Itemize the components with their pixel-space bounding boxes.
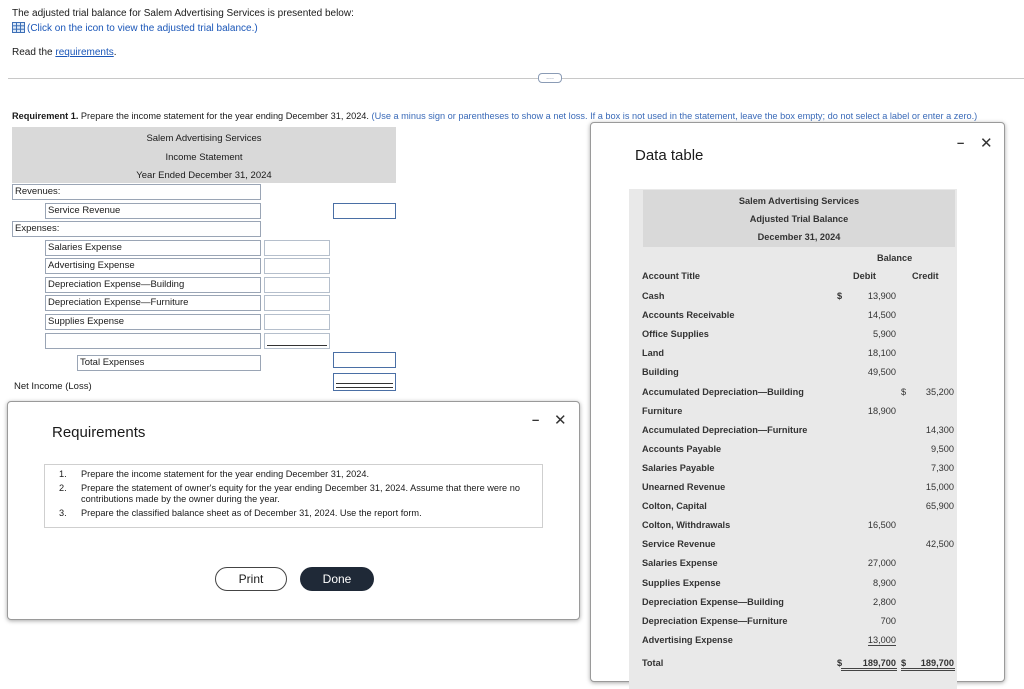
- data-table-dialog: [590, 122, 1005, 682]
- table-row: [591, 614, 1005, 633]
- print-button[interactable]: Print: [215, 567, 287, 591]
- read-requirements: [12, 47, 117, 58]
- table-row: [591, 423, 1005, 442]
- account-cell: Office Supplies: [642, 329, 709, 340]
- expense-amount-input[interactable]: [264, 258, 330, 274]
- net-income-label: Net Income (Loss): [14, 381, 92, 392]
- minimize-icon[interactable]: –: [957, 135, 965, 150]
- requirement-1-instruction: [12, 111, 977, 121]
- table-row: [591, 385, 1005, 404]
- account-cell: Furniture: [642, 405, 683, 416]
- table-row: [591, 576, 1005, 595]
- table-row: [591, 480, 1005, 499]
- table-row: [591, 289, 1005, 308]
- debit-cell: 18,900: [867, 405, 896, 416]
- expense-line-select[interactable]: Supplies Expense: [45, 314, 261, 330]
- debit-cell: 27,000: [867, 558, 896, 569]
- item-text: Prepare the classified balance sheet as of December 31, 2024. Use the report form.: [81, 508, 422, 518]
- item-text: Prepare the statement of owner's equity for the year ending December 31, 2024. Assume that there were no contributions made by the owner during the year.: [81, 483, 520, 504]
- item-number: 1.: [59, 469, 67, 479]
- expense-amount-input[interactable]: [264, 240, 330, 256]
- intro-text: The adjusted trial balance for Salem Advertising Services is presented below:: [12, 8, 354, 19]
- debit-cell: 18,100: [867, 348, 896, 359]
- credit-cell: 42,500: [925, 539, 954, 550]
- section-divider: [8, 78, 1024, 79]
- debit-cell: 49,500: [867, 367, 896, 378]
- total-expenses-amount-input[interactable]: [333, 352, 396, 368]
- account-cell: Salaries Payable: [642, 462, 715, 473]
- requirements-link[interactable]: requirements: [55, 47, 114, 58]
- expense-amount-input[interactable]: [264, 314, 330, 330]
- account-cell: Colton, Capital: [642, 501, 707, 512]
- view-trial-balance-text[interactable]: (Click on the icon to view the adjusted trial balance.): [27, 23, 258, 34]
- table-row: [591, 442, 1005, 461]
- debit-cell: 2,800: [873, 596, 896, 607]
- read-suffix: .: [113, 47, 117, 58]
- credit-cell: 35,200: [925, 386, 954, 397]
- debit-cell: 14,500: [867, 310, 896, 321]
- total-expenses-label: Total Expenses: [77, 355, 261, 371]
- requirement-1-text: Prepare the income statement for the year ending December 31, 2024.: [78, 111, 369, 121]
- account-cell: Depreciation Expense—Furniture: [642, 615, 788, 626]
- item-text: Prepare the income statement for the year ending December 31, 2024.: [81, 469, 370, 479]
- credit-cell: 7,300: [931, 462, 954, 473]
- service-revenue-amount-input[interactable]: [333, 203, 396, 219]
- expense-line-select[interactable]: Depreciation Expense—Building: [45, 277, 261, 293]
- view-trial-balance-link[interactable]: [12, 22, 258, 34]
- total-debit-double-underline: [841, 668, 897, 671]
- debit-cell: 13,900: [867, 291, 896, 301]
- table-row: [591, 633, 1005, 652]
- expense-line-select[interactable]: Salaries Expense: [45, 240, 261, 256]
- item-number: 2.: [59, 483, 67, 493]
- credit-cell: 9,500: [931, 443, 954, 454]
- account-cell: Depreciation Expense—Building: [642, 596, 784, 607]
- requirements-dialog: [7, 401, 580, 620]
- account-cell: Accounts Receivable: [642, 310, 735, 321]
- debit-symbol: $: [837, 291, 843, 301]
- total-debit-symbol: $: [837, 658, 843, 668]
- expense-line-select[interactable]: Advertising Expense: [45, 258, 261, 274]
- account-cell: Advertising Expense: [642, 634, 733, 645]
- total-credit-symbol: $: [901, 658, 907, 668]
- done-button[interactable]: Done: [300, 567, 374, 591]
- expenses-label-select[interactable]: Expenses:: [12, 221, 261, 237]
- expense-amount-input[interactable]: [264, 295, 330, 311]
- account-cell: Building: [642, 367, 679, 378]
- list-item: [51, 508, 536, 519]
- income-statement-header: [12, 127, 396, 183]
- close-icon[interactable]: ✕: [554, 412, 567, 429]
- tb-subtitle: Adjusted Trial Balance: [749, 214, 849, 224]
- expense-amount-input[interactable]: [264, 277, 330, 293]
- credit-cell: 15,000: [925, 482, 954, 492]
- table-grid-icon[interactable]: [12, 22, 25, 33]
- expense-amount-input[interactable]: [264, 333, 330, 349]
- net-income-amount-input[interactable]: [333, 373, 396, 391]
- close-icon[interactable]: ✕: [980, 135, 993, 152]
- total-credit-double-underline: [901, 668, 955, 671]
- account-cell: Accounts Payable: [642, 443, 722, 454]
- expand-more-button[interactable]: ....: [538, 73, 562, 83]
- account-cell: Accumulated Depreciation—Furniture: [642, 424, 808, 435]
- debit-cell: 700: [880, 615, 896, 626]
- account-cell: Colton, Withdrawals: [642, 520, 731, 531]
- table-row: [591, 404, 1005, 423]
- total-credit: 189,700: [920, 658, 954, 668]
- debit-cell: 5,900: [873, 329, 896, 340]
- table-row: [591, 308, 1005, 327]
- list-item: [51, 469, 536, 480]
- account-cell: Supplies Expense: [642, 577, 721, 588]
- credit-cell: 14,300: [925, 424, 954, 435]
- account-cell: Land: [642, 348, 664, 359]
- minimize-icon[interactable]: –: [532, 412, 540, 427]
- tb-company-name: Salem Advertising Services: [738, 196, 860, 206]
- table-row: [591, 518, 1005, 537]
- expense-line-select[interactable]: Depreciation Expense—Furniture: [45, 295, 261, 311]
- table-row: [591, 556, 1005, 575]
- table-row: [591, 595, 1005, 614]
- account-cell: Service Revenue: [642, 539, 716, 550]
- trial-balance-header: [643, 190, 955, 247]
- debit-header: Debit: [853, 271, 876, 281]
- debit-cell: 8,900: [873, 577, 896, 588]
- balance-header: Balance: [877, 253, 913, 263]
- data-table-title: Data table: [635, 147, 704, 164]
- account-cell: Accumulated Depreciation—Building: [642, 386, 804, 397]
- table-row: [591, 461, 1005, 480]
- service-revenue-select[interactable]: Service Revenue: [45, 203, 261, 219]
- account-title-header: Account Title: [642, 271, 701, 281]
- table-row: [591, 327, 1005, 346]
- item-number: 3.: [59, 508, 67, 518]
- table-row-total: [591, 656, 1005, 675]
- list-item: [51, 483, 536, 505]
- requirement-1-label: Requirement 1.: [12, 111, 79, 121]
- total-debit: 189,700: [862, 658, 896, 668]
- debit-cell: 16,500: [867, 520, 896, 531]
- account-cell: Unearned Revenue: [642, 482, 726, 492]
- is-title: Income Statement: [165, 152, 243, 163]
- read-prefix: Read the: [12, 47, 56, 58]
- tb-date: December 31, 2024: [757, 232, 841, 242]
- requirements-title: Requirements: [52, 424, 146, 441]
- credit-cell: 65,900: [925, 501, 954, 512]
- expense-line-select[interactable]: [45, 333, 261, 349]
- debit-cell: 13,000: [867, 634, 896, 645]
- table-row: [591, 365, 1005, 384]
- total-label: Total: [642, 658, 664, 668]
- account-cell: Cash: [642, 291, 665, 301]
- is-company-name: Salem Advertising Services: [146, 133, 262, 144]
- is-period: Year Ended December 31, 2024: [136, 170, 272, 181]
- requirements-list: [44, 464, 543, 528]
- requirement-1-hint: (Use a minus sign or parentheses to show a net loss. If a box is not used in the statement, leave the box empty; do not select a label or enter a zero.): [368, 111, 978, 121]
- table-row: [591, 499, 1005, 518]
- table-row: [591, 346, 1005, 365]
- revenues-label-select[interactable]: Revenues:: [12, 184, 261, 200]
- account-cell: Salaries Expense: [642, 558, 718, 569]
- credit-header: Credit: [912, 271, 939, 281]
- table-row: [591, 537, 1005, 556]
- credit-symbol: $: [901, 386, 907, 397]
